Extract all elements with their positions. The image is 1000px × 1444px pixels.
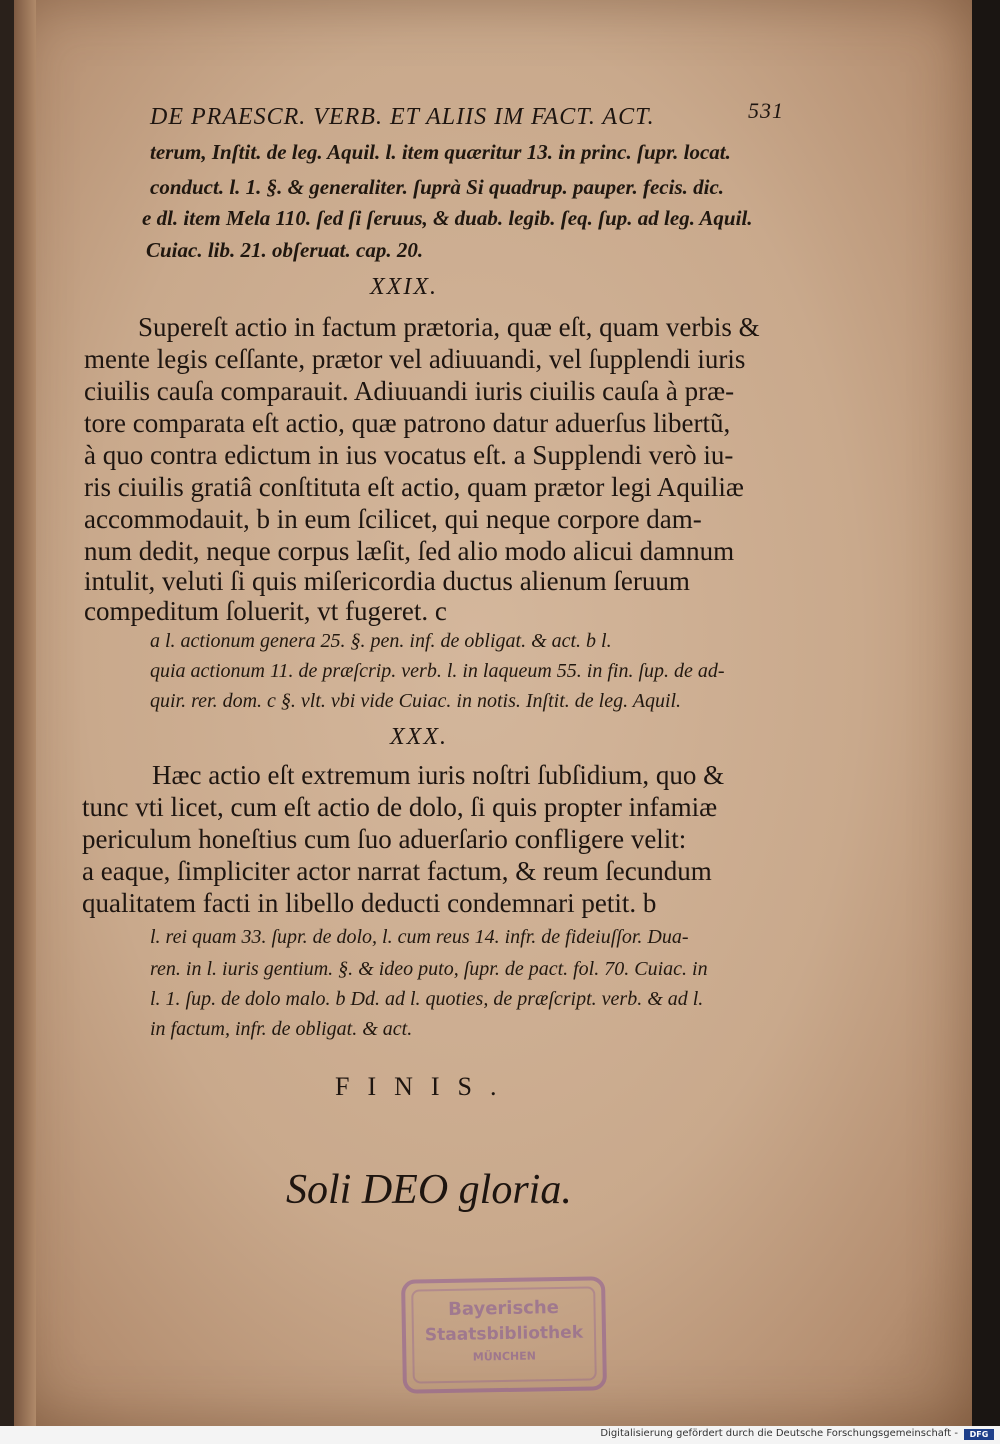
- body-line: ris ciuilis gratiâ conſtituta eſt actio, quam prætor legi Aquiliæ: [84, 472, 744, 502]
- section-number: XXX.: [390, 724, 448, 750]
- body-line: compeditum ſoluerit, vt fugeret. c: [84, 596, 447, 626]
- body-line: intulit, veluti ſi quis miſericordia ductus alienum ſeruum: [84, 566, 690, 596]
- body-line: tore comparata eſt actio, quæ patrono datur aduerſus libertũ,: [84, 408, 731, 438]
- body-line: Supereſt actio in factum prætoria, quæ eſt, quam verbis &: [138, 312, 760, 342]
- body-line: num dedit, neque corpus læſit, ſed alio modo alicui damnum: [84, 536, 735, 566]
- funding-credit: Digitalisierung gefördert durch die Deutsche Forschungsgemeinschaft -: [600, 1428, 958, 1439]
- dfg-logo-icon: DFG: [964, 1429, 994, 1440]
- body-line: a eaque, ſimpliciter actor narrat factum, & reum ſecundum: [82, 856, 712, 886]
- body-line: tunc vti licet, cum eſt actio de dolo, ſi quis propter infamiæ: [82, 792, 718, 822]
- note-line: Cuiac. lib. 21. obſeruat. cap. 20.: [146, 238, 424, 262]
- footnote-line: ren. in l. iuris gentium. §. & ideo puto, ſupr. de pact. fol. 70. Cuiac. in: [150, 958, 708, 980]
- note-line: terum, Inſtit. de leg. Aquil. l. item quæritur 13. in princ. ſupr. locat.: [150, 140, 731, 164]
- running-title: DE PRAESCR. VERB. ET ALIIS IM FACT. ACT.: [150, 104, 655, 130]
- library-stamp: [401, 1276, 607, 1394]
- running-header: [150, 98, 790, 134]
- body-line: qualitatem facti in libello deducti condemnari petit. b: [82, 888, 657, 918]
- closing-motto: Soli DEO gloria.: [286, 1167, 572, 1213]
- body-line: à quo contra edictum in ius vocatus eſt. a Supplendi verò iu-: [84, 440, 734, 470]
- stamp-line: Bayerische: [448, 1297, 560, 1320]
- scan-margin-right: [972, 0, 1000, 1426]
- note-line: conduct. l. 1. §. & generaliter. ſuprà Si quadrup. pauper. fecis. dic.: [150, 175, 725, 199]
- note-line: e dl. item Mela 110. ſed ſi ſeruus, & duab. legib. ſeq. ſup. ad leg. Aquil.: [142, 206, 753, 230]
- footnote-line: l. 1. ſup. de dolo malo. b Dd. ad l. quoties, de præſcript. verb. & ad l.: [150, 988, 704, 1010]
- footnote-line: quia actionum 11. de præſcrip. verb. l. in laqueum 55. in fin. ſup. de ad-: [150, 660, 725, 682]
- section-number: XXIX.: [370, 274, 438, 300]
- page-binding-edge: [14, 0, 36, 1426]
- body-line: ciuilis cauſa comparauit. Adiuuandi iuris ciuilis cauſa à præ-: [84, 376, 735, 406]
- footnote-line: quir. rer. dom. c §. vlt. vbi vide Cuiac. in notis. Inſtit. de leg. Aquil.: [150, 690, 682, 712]
- footnote-line: a l. actionum genera 25. §. pen. inf. de obligat. & act. b l.: [150, 630, 612, 652]
- page-number: 531: [748, 98, 784, 123]
- body-line: periculum honeſtius cum ſuo aduerſario confligere velit:: [82, 824, 687, 854]
- footnote-line: l. rei quam 33. ſupr. de dolo, l. cum reus 14. infr. de fideiuſſor. Dua-: [150, 926, 689, 948]
- stamp-line: MÜNCHEN: [472, 1349, 537, 1364]
- footnote-line: in factum, infr. de obligat. & act.: [150, 1018, 413, 1040]
- finis-heading: FINIS.: [335, 1072, 515, 1101]
- body-line: accommodauit, b in eum ſcilicet, qui neque corpore dam-: [84, 504, 702, 534]
- stamp-line: Staatsbibliothek: [424, 1322, 584, 1346]
- body-line: mente legis ceſſante, prætor vel adiuuandi, vel ſupplendi iuris: [84, 344, 746, 374]
- body-line: Hæc actio eſt extremum iuris noſtri ſubſidium, quo &: [152, 760, 725, 790]
